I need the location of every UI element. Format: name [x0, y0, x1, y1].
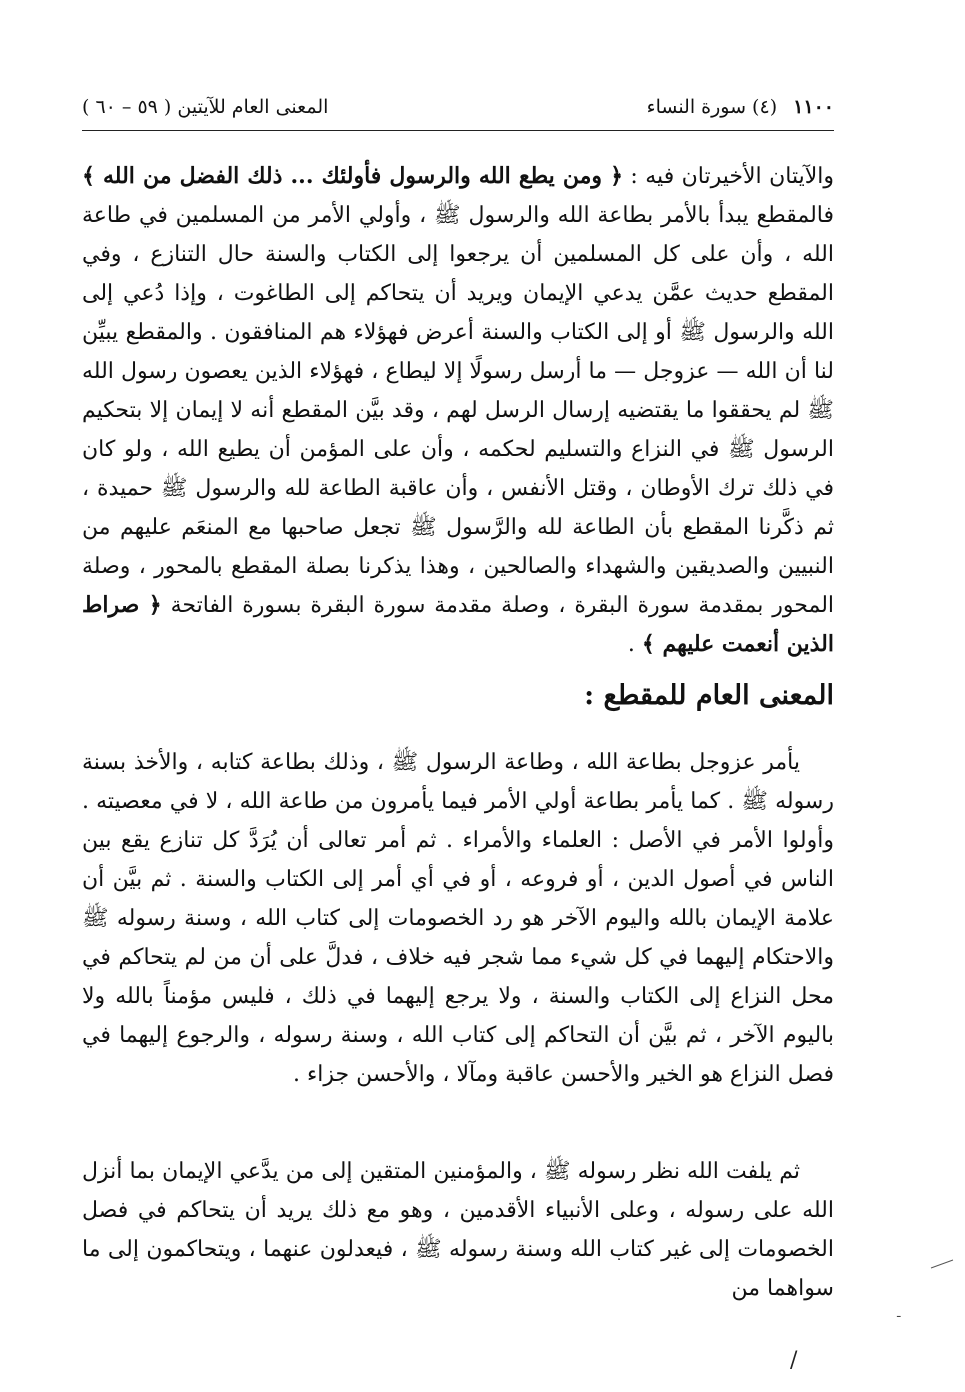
section-b-paragraph: يأمر عزوجل بطاعة الله ، وطاعة الرسول ﷺ ، وذلك بطاعة كتابه ، والأخذ بسنة رسوله ﷺ . كما يأمر بطاعة أولي الأمر فيما يأمرون من طاعة الله ، لا في معصيته . وأولوا الأمر في الأصل : العلماء والأمراء . ثم أمر تعالى أن يُرَدَّ كل تنازع يقع بين الناس في أصول الدين ، أو فروعه ، أو في أي أمر إلى الكتاب والسنة . ثم بيَّن أن علامة الإيمان بالله واليوم الآخر هو رد الخصومات إلى كتاب الله ، وسنة رسوله ﷺ والاحتكام إليهما في كل شيء مما شجر فيه خلاف ، فدلَّ على أن من لم يتحاكم في محل النزاع إلى الكتاب والسنة ، ولا يرجع إليهما في ذلك ، فليس مؤمناً بالله ولا باليوم الآخر ، ثم بيَّن أن التحاكم إلى كتاب الله ، وسنة رسوله ، والرجوع إليهما في فصل النزاع هو الخير والأحسن عاقبة ومآلا ، والأحسن جزاء .	[82, 750, 834, 1087]
margin-dot-mark: ـ	[897, 1306, 901, 1320]
section-a-body: فالمقطع يبدأ بالأمر بطاعة الله والرسول ﷺ ، وأولي الأمر من المسلمين في طاعة الله ، وأن على كل المسلمين أن يرجعوا إلى الكتاب والسنة حال التنازع ، وفي المقطع حديث عمَّن يدعي الإيمان ويريد أن يتحاكم إلى الطاغوت ، وإذا دُعي إلى الله والرسول ﷺ أو إلى الكتاب والسنة أعرض فهؤلاء هم المنافقون . والمقطع يبيِّن لنا أن الله — عزوجل — ما أرسل رسولًا إلا ليطاع ، فهؤلاء الذين يعصون رسول الله ﷺ لم يحققوا ما يقتضيه إرسال الرسل لهم ، وقد بيَّن المقطع أنه لا إيمان إلا بتحكيم الرسول ﷺ في النزاع والتسليم لحكمه ، وأن على المؤمن أن يطيع الله ، ولو كان في ذلك ترك الأوطان ، وقتل الأنفس ، وأن عاقبة الطاعة لله والرسول ﷺ حميدة ، ثم ذكَّرنا المقطع بأن الطاعة لله والرَّسول ﷺ تجعل صاحبها مع المنعَم عليهم من النبيين والصديقين والشهداء والصالحين ، وهذا يذكرنا بصلة المقطع بالمحور ، وصلة المحور بمقدمة سورة البقرة ، وصلة مقدمة سورة البقرة بسورة الفاتحة	[82, 203, 835, 618]
page-number: ١١٠٠	[793, 96, 834, 118]
header-right	[647, 96, 834, 118]
section-a-closing-quote: ﴿ صراط الذين أنعمت عليهم ﴾	[82, 592, 834, 657]
section-a-paragraph	[82, 157, 834, 664]
surah-label: (٤) سورة النساء	[646, 96, 778, 118]
section-c-paragraph: ثم يلفت الله نظر رسوله ﷺ ، والمؤمنين المتقين إلى من يدَّعي الإيمان بما أنزل الله على رسوله ، وعلى الأنبياء الأقدمين ، وهو مع ذلك يريد أن يتحاكم في فصل الخصومات إلى غير كتاب الله وسنة رسوله ﷺ ، فيعدلون عنهما ، ويتحاكمون إلى ما سواهما من	[82, 1159, 834, 1301]
header-rule	[82, 130, 834, 131]
bottom-pen-mark: /	[790, 1348, 798, 1373]
margin-stroke-mark	[930, 1258, 954, 1270]
section-a-quote: ﴿ ومن يطع الله والرسول فأولئك ... ذلك الفضل من الله ﴾	[82, 163, 623, 189]
section-heading: المعنى العام للمقطع :	[584, 680, 834, 711]
section-a-intro: والآيتان الأخيرتان فيه :	[630, 164, 834, 189]
section-label: المعنى العام للآيتين ( ٥٩ – ٦٠ )	[82, 96, 329, 118]
running-header	[82, 96, 834, 126]
section-a-end: .	[627, 632, 642, 657]
